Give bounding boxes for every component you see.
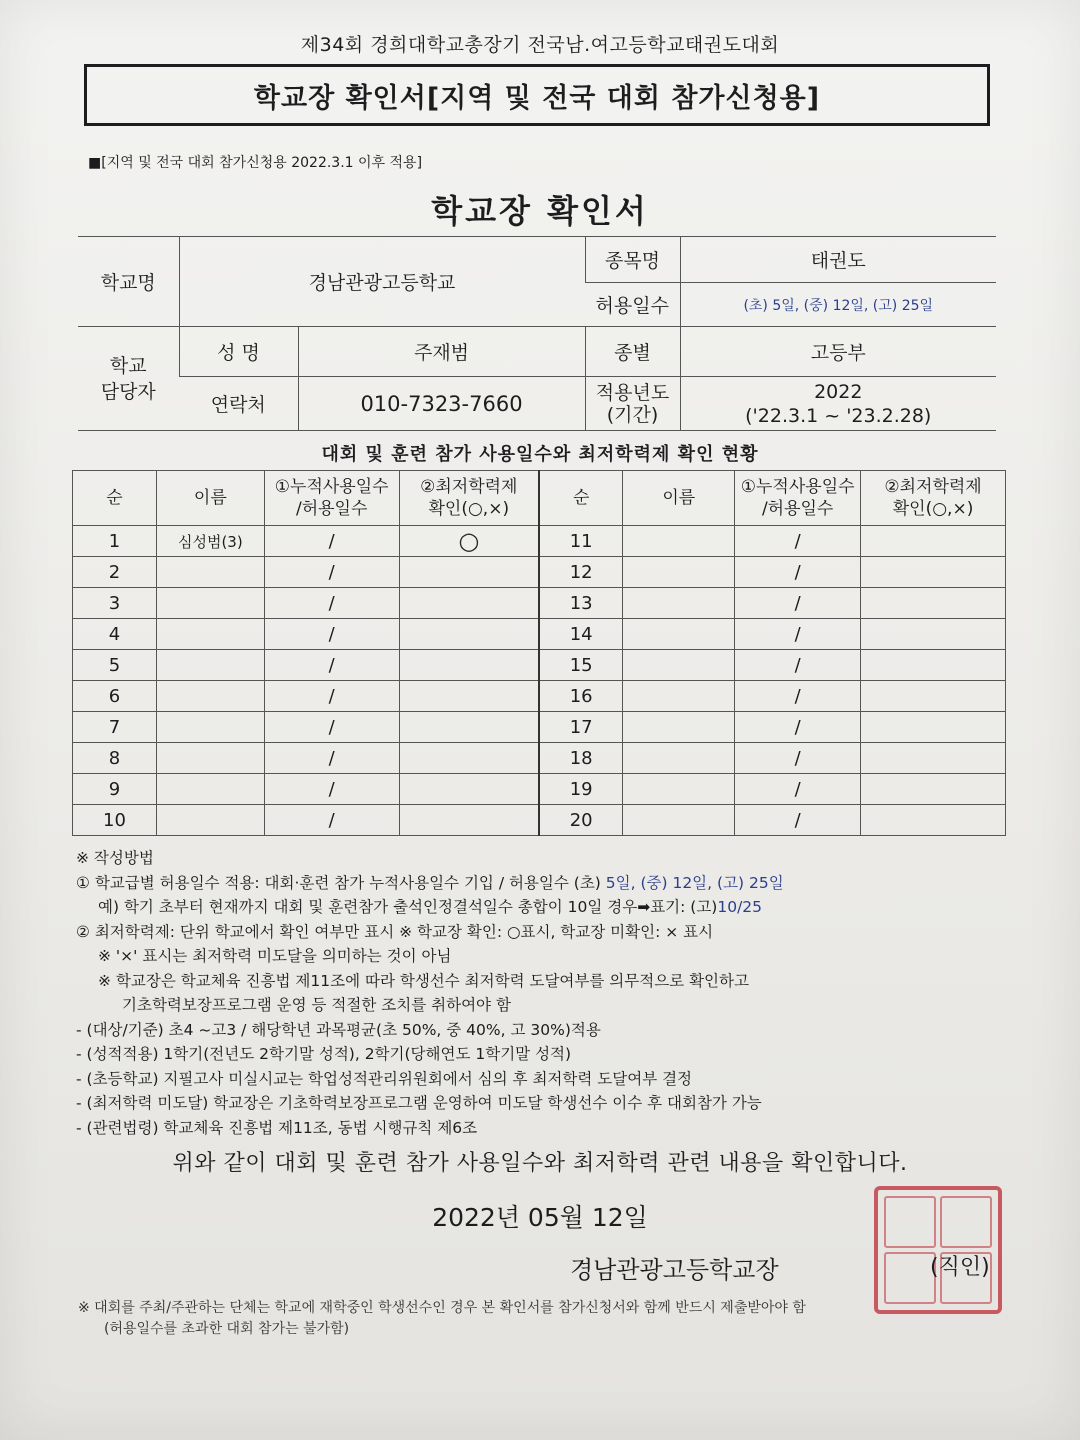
table-row (73, 743, 1006, 774)
cell-name (623, 619, 735, 650)
name-label: 성 명 (179, 327, 298, 377)
event-title: 제34회 경희대학교총장기 전국남.여고등학교태권도대회 (300, 34, 780, 56)
allowed-days-label: 허용일수 (585, 283, 680, 327)
cell-name (156, 619, 264, 650)
cell-days: / (735, 557, 861, 588)
cell-min (399, 712, 539, 743)
school-name-label: 학교명 (78, 237, 179, 327)
cell-min (399, 681, 539, 712)
cell-no: 4 (73, 619, 157, 650)
sport-value: 태권도 (680, 237, 996, 283)
cell-name (156, 557, 264, 588)
cell-days: / (264, 712, 399, 743)
cell-min (399, 557, 539, 588)
cell-name (623, 557, 735, 588)
cell-min (399, 619, 539, 650)
allowed-days-value: (초) 5일, (중) 12일, (고) 25일 (680, 283, 996, 327)
apply-note: ■[지역 및 전국 대회 참가신청용 2022.3.1 이후 적용] (88, 155, 423, 171)
cell-min (399, 650, 539, 681)
cell-days: / (264, 619, 399, 650)
notes-heading: ※ 작성방법 (76, 849, 154, 867)
detail-5: - (관련법령) 학교체육 진흥법 제11조, 동법 시행규칙 제6조 (76, 1118, 478, 1137)
cell-no: 17 (539, 712, 623, 743)
cell-name (623, 681, 735, 712)
detail-3: - (초등학교) 지필고사 미실시교는 학업성적관리위원회에서 심의 후 최저학력 도달여부 결정 (76, 1069, 693, 1088)
note-3: ※ '×' 표시는 최저학력 미도달을 의미하는 것이 아님 (98, 947, 452, 965)
cell-days: / (735, 743, 861, 774)
table-row (73, 526, 1006, 557)
cell-min (861, 650, 1006, 681)
cell-days: / (264, 526, 399, 557)
cell-no: 19 (539, 774, 623, 805)
cell-name (156, 805, 264, 836)
cell-no: 8 (73, 743, 157, 774)
year-value: 2022 ('22.3.1 ~ '23.2.28) (680, 377, 996, 431)
cell-no: 3 (73, 588, 157, 619)
cell-no: 5 (73, 650, 157, 681)
table-row (73, 650, 1006, 681)
sport-label: 종목명 (585, 237, 680, 283)
cell-no: 13 (539, 588, 623, 619)
document-title: 학교장 확인서 (431, 192, 649, 230)
detail-2: - (성적적용) 1학기(전년도 2학기말 성적), 2학기(당해연도 1학기말 성적) (76, 1045, 572, 1063)
cell-no: 16 (539, 681, 623, 712)
footnote-line: (허용일수를 초과한 대회 참가는 불가함) (104, 1321, 350, 1337)
section-title: 대회 및 훈련 참가 사용일수와 최저학력제 확인 현황 (321, 444, 759, 465)
cell-days: / (735, 681, 861, 712)
cell-min (399, 588, 539, 619)
header-min-score: ②최저학력제 확인(○,×) (861, 471, 1006, 526)
cell-name (623, 588, 735, 619)
cell-days: / (735, 805, 861, 836)
detail-1: - (대상/기준) 초4 ~고3 / 해당학년 과목평균(초 50%, 중 40%, 고 30%)적용 (76, 1020, 601, 1039)
cell-no: 14 (539, 619, 623, 650)
header-no: 순 (539, 471, 623, 526)
header-name: 이름 (623, 471, 735, 526)
cell-min (861, 743, 1006, 774)
contact-value: 010-7323-7660 (298, 377, 585, 431)
school-name-value: 경남관광고등학교 (179, 237, 585, 327)
cell-min (861, 619, 1006, 650)
cell-name (156, 681, 264, 712)
cell-no: 18 (539, 743, 623, 774)
issue-date: 2022년 05월 12일 (432, 1203, 648, 1232)
cell-min (861, 712, 1006, 743)
header-no: 순 (73, 471, 157, 526)
cell-min (399, 774, 539, 805)
cell-name (623, 650, 735, 681)
cell-days: / (264, 557, 399, 588)
cell-days: / (264, 650, 399, 681)
cell-no: 6 (73, 681, 157, 712)
cell-no: 20 (539, 805, 623, 836)
writing-instructions (76, 846, 1016, 1140)
cell-no: 7 (73, 712, 157, 743)
footnote (78, 1298, 1018, 1340)
cell-min (399, 805, 539, 836)
cell-min (861, 681, 1006, 712)
cell-no: 12 (539, 557, 623, 588)
cell-days: / (264, 681, 399, 712)
cell-name: 심성범(3) (156, 526, 264, 557)
note-4-cont: 기초학력보장프로그램 운영 등 적절한 조치를 취하여야 함 (122, 996, 511, 1014)
table-row (73, 588, 1006, 619)
cell-name (156, 774, 264, 805)
cell-days: / (264, 743, 399, 774)
principal-name: 경남관광고등학교장 (570, 1256, 779, 1284)
cell-no: 1 (73, 526, 157, 557)
cell-name (156, 743, 264, 774)
note-2: ② 최저학력제: 단위 학교에서 확인 여부만 표시 ※ 학교장 확인: ○표시, 학교장 미확인: × 표시 (76, 922, 714, 941)
header-days: ①누적사용일수 /허용일수 (735, 471, 861, 526)
header-name: 이름 (156, 471, 264, 526)
boxed-title: 학교장 확인서[지역 및 전국 대회 참가신청용] (84, 64, 990, 126)
table-row (73, 619, 1006, 650)
cell-name (623, 526, 735, 557)
cell-days: / (264, 805, 399, 836)
category-label: 종별 (585, 327, 680, 377)
cell-days: / (735, 588, 861, 619)
cell-no: 2 (73, 557, 157, 588)
cell-min (399, 743, 539, 774)
handwritten-circle-mark: ○ (458, 527, 480, 555)
cell-days: / (735, 774, 861, 805)
seal-label: (직인) (930, 1255, 990, 1280)
table-row (73, 681, 1006, 712)
category-value: 고등부 (680, 327, 996, 377)
cell-days: / (735, 619, 861, 650)
table-row (73, 712, 1006, 743)
cell-days: / (735, 526, 861, 557)
participation-table (72, 470, 1006, 836)
manager-label: 학교 담당자 (78, 327, 179, 431)
table-row (73, 805, 1006, 836)
cell-min (861, 774, 1006, 805)
detail-4: - (최저학력 미도달) 학교장은 기초학력보장프로그램 운영하여 미도달 학생선수 이수 후 대회참가 가능 (76, 1094, 762, 1112)
cell-name (623, 743, 735, 774)
header-days: ①누적사용일수 /허용일수 (264, 471, 399, 526)
cell-days: / (264, 774, 399, 805)
cell-min (861, 588, 1006, 619)
footnote-line: ※ 대회를 주최/주관하는 단체는 학교에 재학중인 학생선수인 경우 본 확인서를 참가신청서와 함께 반드시 제출받아야 함 (78, 1300, 806, 1316)
name-value: 주재범 (298, 327, 585, 377)
cell-name (156, 588, 264, 619)
cell-name (623, 774, 735, 805)
cell-min (861, 526, 1006, 557)
cell-min (861, 557, 1006, 588)
cell-name (623, 712, 735, 743)
info-table (78, 236, 996, 431)
note-1: ① 학교급별 허용일수 적용: 대회·훈련 참가 누적사용일수 기입 / 허용일수 (초) 5일, (중) 12일, (고) 25일 (76, 873, 784, 892)
cell-days: / (264, 588, 399, 619)
confirmation-statement: 위와 같이 대회 및 훈련 참가 사용일수와 최저학력 관련 내용을 확인합니다. (172, 1151, 908, 1176)
cell-days: / (735, 712, 861, 743)
cell-name (156, 712, 264, 743)
header-min-score: ②최저학력제 확인(○,×) (399, 471, 539, 526)
note-4: ※ 학교장은 학교체육 진흥법 제11조에 따라 학생선수 최저학력 도달여부를 의무적으로 확인하고 (98, 971, 749, 990)
cell-no: 11 (539, 526, 623, 557)
cell-no: 9 (73, 774, 157, 805)
year-label: 적용년도 (기간) (585, 377, 680, 431)
cell-name (156, 650, 264, 681)
cell-min (861, 805, 1006, 836)
cell-min (399, 526, 539, 557)
cell-days: / (735, 650, 861, 681)
table-row (73, 774, 1006, 805)
cell-no: 10 (73, 805, 157, 836)
note-1-example: 예) 학기 초부터 현재까지 대회 및 훈련참가 출석인정결석일수 총합이 10일 경우➡표기: (고)10/25 (98, 898, 763, 916)
cell-name (623, 805, 735, 836)
table-row (73, 557, 1006, 588)
cell-no: 15 (539, 650, 623, 681)
contact-label: 연락처 (179, 377, 298, 431)
